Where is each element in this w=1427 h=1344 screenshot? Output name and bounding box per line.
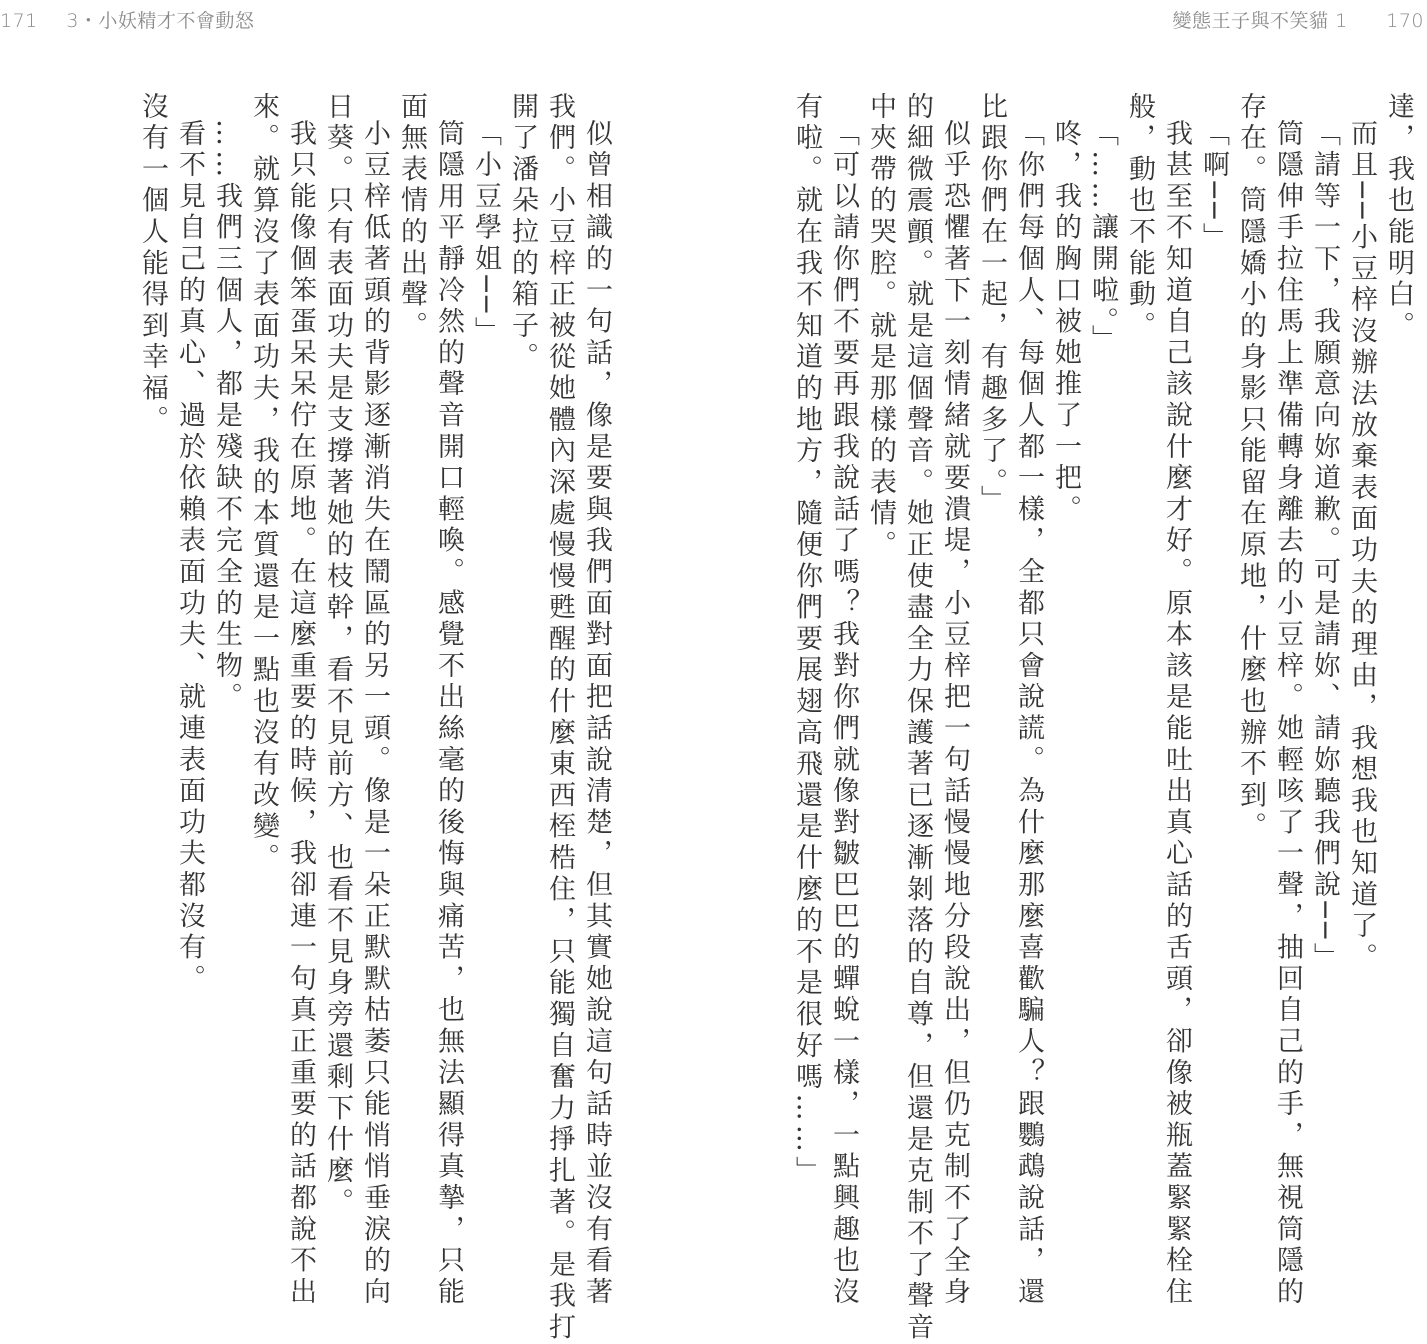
right-page — [713, 0, 1427, 1344]
text-column: 面無表情的出聲。 — [396, 92, 427, 343]
text-column: 的細微震顫。就是這個聲音。她正使盡全力保護著已逐漸剝落的自尊，但還是克制不了聲音 — [902, 92, 933, 1344]
text-column: 我只能像個笨蛋呆呆佇在原地。在這麼重要的時候，我卻連一句真正重要的話都說不出 — [285, 119, 316, 1309]
left-page-number: 171 — [0, 10, 38, 32]
text-column: 我甚至不知道自己該說什麼才好。原本該是能吐出真心話的舌頭，卻像被瓶蓋緊緊栓住 — [1161, 119, 1192, 1309]
text-column: 沒有一個人能得到幸福。 — [137, 92, 168, 437]
text-column: 「可以請你們不要再跟我說話了嗎？我對你們就像對皺巴巴的蟬蛻一樣，一點興趣也沒 — [828, 119, 859, 1309]
right-page-body — [791, 92, 1417, 1344]
text-column: 筒隱用平靜冷然的聲音開口輕喚。感覺不出絲毫的後悔與痛苦，也無法顯得真摯，只能 — [433, 119, 464, 1309]
text-column: 「小豆學姐──」 — [470, 119, 501, 348]
chapter-title: 3・小妖精才不會動怒 — [66, 10, 255, 32]
text-column: 「你們每個人、每個人都一樣，全都只會說謊。為什麼那麼喜歡騙人？跟鸚鵡說話，還 — [1013, 119, 1044, 1309]
text-column: 咚，我的胸口被她推了一把。 — [1050, 119, 1081, 526]
book-title: 變態王子與不笑貓 1 — [1172, 10, 1348, 32]
left-page-body — [137, 92, 615, 1344]
text-column: 「……讓開啦。」 — [1087, 119, 1118, 356]
text-column: 而且──小豆梓沒辦法放棄表面功夫的理由，我想我也知道了。 — [1346, 119, 1377, 974]
text-column: 比跟你們在一起，有趣多了。」 — [976, 92, 1007, 517]
text-column: 開了潘朵拉的箱子。 — [507, 92, 538, 374]
text-column: 小豆梓低著頭的背影逐漸消失在鬧區的另一頭。像是一朵正默默枯萎只能悄悄垂淚的向 — [359, 119, 390, 1309]
text-column: 看不見自己的真心、過於依賴表面功夫、就連表面功夫都沒有。 — [174, 119, 205, 996]
text-column: ……我們三個人，都是殘缺不完全的生物。 — [211, 119, 242, 714]
left-running-header — [0, 6, 254, 33]
text-column: 日葵。只有表面功夫是支撐著她的枝幹，看不見前方、也看不見身旁還剩下什麼。 — [322, 92, 353, 1219]
text-column: 有啦。就在我不知道的地方，隨便你們要展翅高飛還是什麼的不是很好嗎……」 — [791, 92, 822, 1188]
text-column: 中夾帶的哭腔。就是那樣的表情。 — [865, 92, 896, 562]
left-page — [0, 0, 713, 1344]
text-column: 「啊──」 — [1198, 119, 1229, 255]
text-column: 般，動也不能動。 — [1124, 92, 1155, 343]
right-page-number: 170 — [1386, 10, 1424, 32]
text-column: 來。就算沒了表面功夫，我的本質還是一點也沒有改變。 — [248, 92, 279, 875]
text-column: 筒隱伸手拉住馬上準備轉身離去的小豆梓。她輕咳了一聲，抽回自己的手，無視筒隱的 — [1272, 119, 1303, 1309]
text-column: 我們。小豆梓正被從她體內深處慢慢甦醒的什麼東西桎梏住，只能獨自奮力掙扎著。是我打 — [544, 92, 575, 1344]
text-column: 似曾相識的一句話，像是要與我們面對面把話說清楚，但其實她說這句話時並沒有看著 — [581, 119, 612, 1309]
text-column: 「請等一下，我願意向妳道歉。可是請妳、請妳聽我們說──」 — [1309, 119, 1340, 974]
text-column: 達，我也能明白。 — [1383, 92, 1414, 343]
text-column: 存在。筒隱嬌小的身影只能留在原地，什麼也辦不到。 — [1235, 92, 1266, 844]
right-running-header — [1173, 6, 1424, 33]
text-column: 似乎恐懼著下一刻情緒就要潰堤，小豆梓把一句話慢慢地分段說出，但仍克制不了全身 — [939, 119, 970, 1309]
